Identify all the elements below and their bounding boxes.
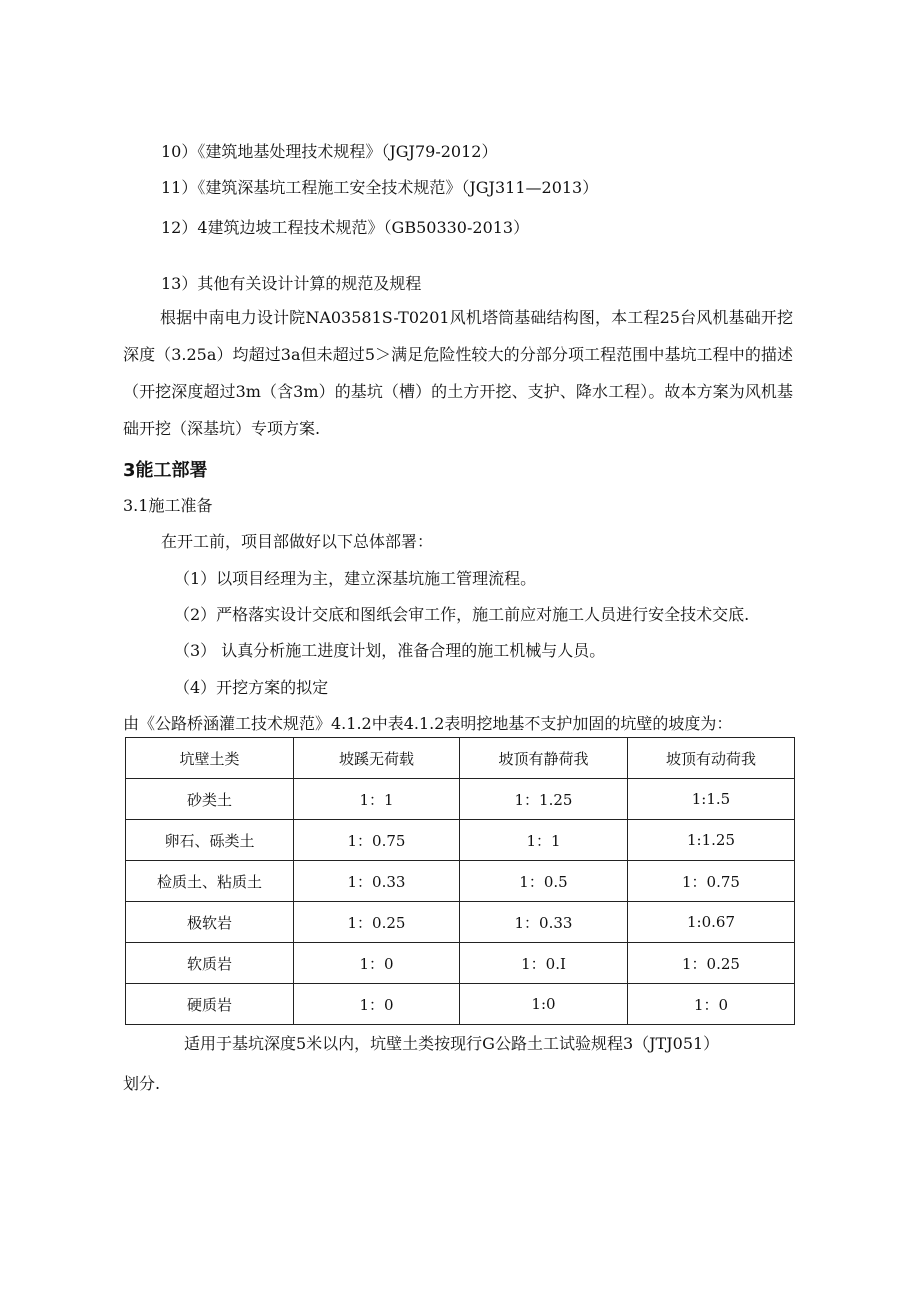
- table-row: [126, 861, 795, 902]
- table-cell: 1：0.I: [460, 943, 628, 984]
- table-cell: 1：0.75: [628, 861, 795, 902]
- table-cell: 砂类土: [126, 779, 294, 820]
- table-cell: 1：0.33: [294, 861, 460, 902]
- slope-table: [125, 737, 795, 1025]
- table-cell: 1:1.25: [628, 820, 795, 861]
- table-cell: 1:0: [460, 984, 628, 1025]
- header-no-load: 坡蹊无荷载: [294, 738, 460, 779]
- table-cell: 1：0.33: [460, 902, 628, 943]
- table-cell: 1：0.5: [460, 861, 628, 902]
- table-cell: 软质岩: [126, 943, 294, 984]
- table-cell: 1：0.75: [294, 820, 460, 861]
- table-cell: 卵石、砾类土: [126, 820, 294, 861]
- table-row: [126, 984, 795, 1025]
- table-cell: 1：1: [294, 779, 460, 820]
- table-cell: 1：1.25: [460, 779, 628, 820]
- table-cell: 1：0.25: [628, 943, 795, 984]
- section-title: 3能工部署: [123, 460, 208, 481]
- ref-item-13: 13）其他有关设计计算的规范及规程: [161, 274, 422, 293]
- table-row: [126, 943, 795, 984]
- header-dynamic-load: 坡顶有动荷我: [628, 738, 795, 779]
- deploy-item-2: （2）严格落实设计交底和图纸会审工作，施工前应对施工人员进行安全技术交底.: [174, 605, 750, 624]
- table-cell: 1：0.25: [294, 902, 460, 943]
- note-line-1: 适用于基坑深度5米以内，坑壁土类按现行G公路土工试验规程3（JTJ051）: [184, 1034, 720, 1053]
- deploy-item-4: （4）开挖方案的拟定: [174, 678, 329, 697]
- ref-item-10: 10）《建筑地基处理技术规程》（JGJ79-2012）: [161, 142, 498, 161]
- intro-text: 在开工前，项目部做好以下总体部署：: [161, 532, 434, 551]
- table-cell: 1：0: [294, 943, 460, 984]
- subsection-title: 3.1施工准备: [123, 496, 213, 515]
- deploy-item-1: （1）以项目经理为主，建立深基坑施工管理流程。: [174, 569, 537, 588]
- table-row: [126, 902, 795, 943]
- table-row: [126, 820, 795, 861]
- header-soil-type: 坑壁土类: [126, 738, 294, 779]
- basis-paragraph: 根据中南电力设计院NA03581S-T0201风机塔筒基础结构图，本工程25台风机基础开挖深度（3.25a）均超过3a但未超过5＞满足危险性较大的分部分项工程范围中基坑工程中的描述（开挖深度超过3m（含3m）的基坑（槽）的土方开挖、支护、降水工程）。故本方案为风机基础开挖（深基坑）专项方案.: [123, 308, 793, 438]
- ref-item-11: 11）《建筑深基坑工程施工安全技术规范》（JGJ311—2013）: [161, 178, 599, 197]
- table-cell: 1:1.5: [628, 779, 795, 820]
- note-line-2: 划分.: [123, 1074, 161, 1093]
- ref-item-12: 12）4建筑边坡工程技术规范》（GB50330-2013）: [161, 218, 530, 237]
- table-header-row: [126, 738, 795, 779]
- table-cell: 1：1: [460, 820, 628, 861]
- table-cell: 1：0: [294, 984, 460, 1025]
- header-static-load: 坡顶有静荷我: [460, 738, 628, 779]
- table-cell: 极软岩: [126, 902, 294, 943]
- table-cell: 检质土、粘质土: [126, 861, 294, 902]
- table-row: [126, 779, 795, 820]
- deploy-item-3: （3） 认真分析施工进度计划，准备合理的施工机械与人员。: [174, 641, 606, 660]
- table-cell: 1：0: [628, 984, 795, 1025]
- table-cell: 硬质岩: [126, 984, 294, 1025]
- table-cell: 1:0.67: [628, 902, 795, 943]
- table-caption: 由《公路桥涵灌工技术规范》4.1.2中表4.1.2表明挖地基不支护加固的坑壁的坡度为：: [123, 714, 733, 733]
